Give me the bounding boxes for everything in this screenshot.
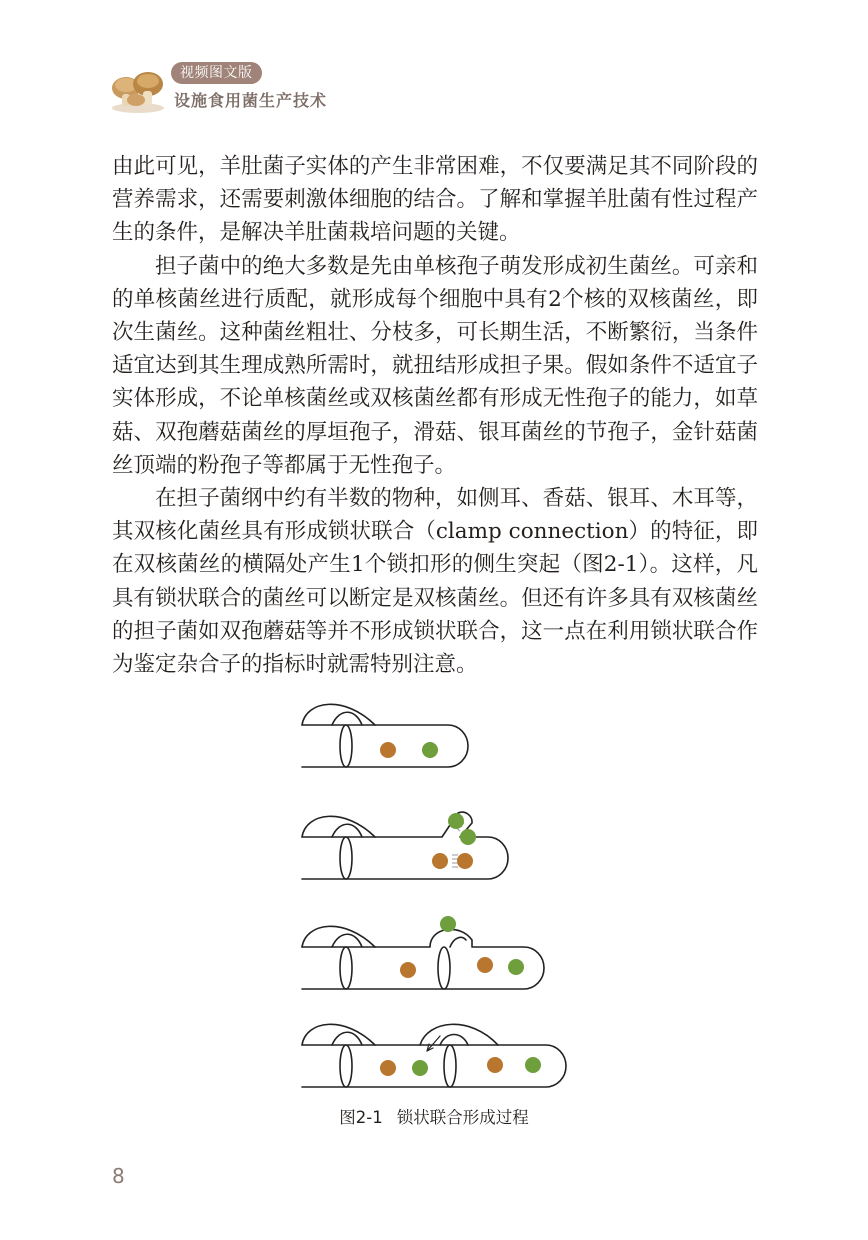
stage-1-hypha [302, 704, 468, 767]
figure-number: 图2-1 [339, 1108, 383, 1127]
nuclei [380, 742, 541, 1076]
running-header [108, 58, 408, 118]
clamp-connection-diagram [290, 695, 580, 1095]
figure-title: 锁状联合形成过程 [396, 1108, 529, 1127]
stage-2-hypha [302, 812, 508, 879]
stage-3-hypha [302, 926, 544, 989]
page-number: 8 [112, 1164, 125, 1188]
mushroom-icon [108, 64, 168, 114]
edition-badge: 视频图文版 [171, 62, 262, 84]
book-title: 设施食用菌生产技术 [174, 91, 328, 110]
figure-caption [0, 1104, 868, 1128]
paragraph: 担子菌中的绝大多数是先由单核孢子萌发形成初生菌丝。可亲和的单核菌丝进行质配，就形成每个细胞中具有2个核的双核菌丝，即次生菌丝。这种菌丝粗壮、分枝多，可长期生活，不断繁衍，当条件适宜达到其生理成熟所需时，就扭结形成担子果。假如条件不适宜子实体形成，不论单核菌丝或双核菌丝都有形成无性孢子的能力，如草菇、双孢蘑菇菌丝的厚垣孢子，滑菇、银耳菌丝的节孢子，金针菇菌丝顶端的粉孢子等都属于无性孢子。 [112, 253, 758, 478]
body-text [112, 150, 758, 681]
paragraph: 由此可见，羊肚菌子实体的产生非常困难，不仅要满足其不同阶段的营养需求，还需要刺激体细胞的结合。了解和掌握羊肚菌有性过程产生的条件，是解决羊肚菌栽培问题的关键。 [112, 154, 758, 246]
paragraph: 在担子菌纲中约有半数的物种，如侧耳、香菇、银耳、木耳等，其双核化菌丝具有形成锁状联合（clamp connection）的特征，即在双核菌丝的横隔处产生1个锁扣形的侧生突起（图2-1）。这样，凡具有锁状联合的菌丝可以断定是双核菌丝。但还有许多具有双核菌丝的担子菌如双孢蘑菇等并不形成锁状联合，这一点在利用锁状联合作为鉴定杂合子的指标时就需特别注意。 [112, 486, 758, 678]
stage-4-hypha [302, 1024, 566, 1087]
